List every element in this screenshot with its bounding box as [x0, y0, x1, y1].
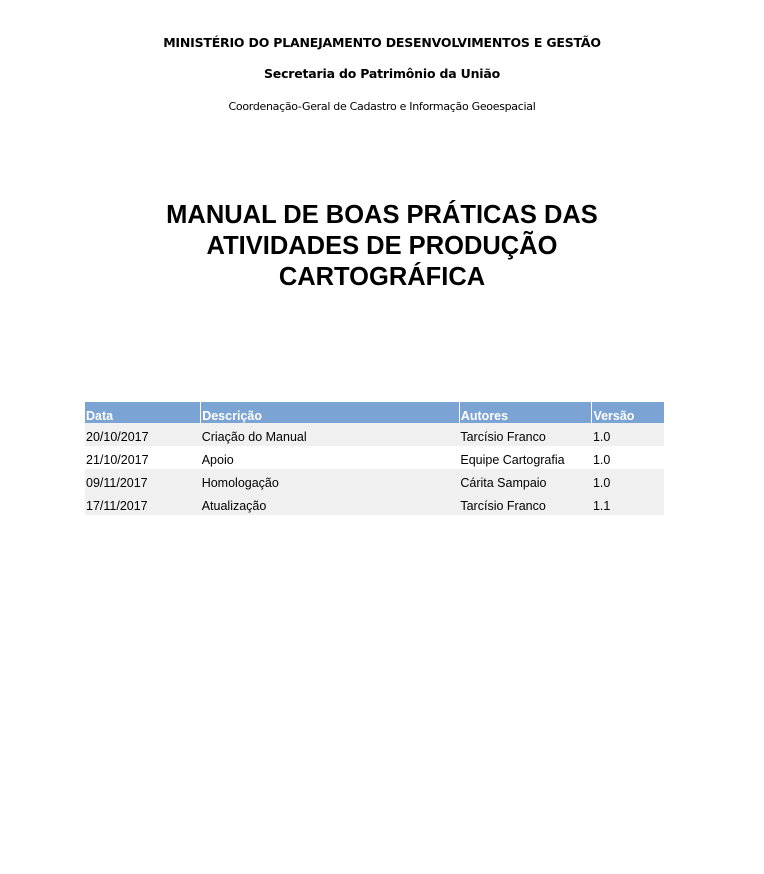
- table-row: [85, 423, 664, 446]
- column-header-description: Descrição: [201, 402, 460, 423]
- table-row: [85, 469, 664, 492]
- secretariat-name: Secretaria do Patrimônio da União: [264, 66, 500, 81]
- cell-description: Atualização: [201, 492, 460, 515]
- cell-description: Homologação: [201, 469, 460, 492]
- column-header-date: Data: [85, 402, 201, 423]
- title-line-1: MANUAL DE BOAS PRÁTICAS DAS: [166, 201, 598, 229]
- title-line-2: ATIVIDADES DE PRODUÇÃO: [206, 232, 558, 260]
- cell-authors: Tarcísio Franco: [459, 423, 592, 446]
- cell-description: Apoio: [201, 446, 460, 469]
- column-header-version: Versão: [592, 402, 664, 423]
- cell-authors: Cárita Sampaio: [459, 469, 592, 492]
- cell-date: 09/11/2017: [85, 469, 201, 492]
- cell-version: 1.0: [592, 469, 664, 492]
- cell-version: 1.0: [592, 446, 664, 469]
- cell-authors: Equipe Cartografia: [459, 446, 592, 469]
- ministry-name: MINISTÉRIO DO PLANEJAMENTO DESENVOLVIMENTOS E GESTÃO: [163, 35, 601, 50]
- cell-date: 17/11/2017: [85, 492, 201, 515]
- table-header-row: [85, 402, 664, 423]
- coordination-name: Coordenação-Geral de Cadastro e Informação Geoespacial: [228, 100, 536, 113]
- table-row: [85, 446, 664, 469]
- cell-date: 20/10/2017: [85, 423, 201, 446]
- cell-version: 1.0: [592, 423, 664, 446]
- column-header-authors: Autores: [459, 402, 592, 423]
- cell-date: 21/10/2017: [85, 446, 201, 469]
- cell-version: 1.1: [592, 492, 664, 515]
- revision-history-table: [85, 402, 664, 515]
- title-line-3: CARTOGRÁFICA: [278, 263, 486, 291]
- cell-description: Criação do Manual: [201, 423, 460, 446]
- table-row: [85, 492, 664, 515]
- cell-authors: Tarcísio Franco: [459, 492, 592, 515]
- document-title: [0, 200, 764, 293]
